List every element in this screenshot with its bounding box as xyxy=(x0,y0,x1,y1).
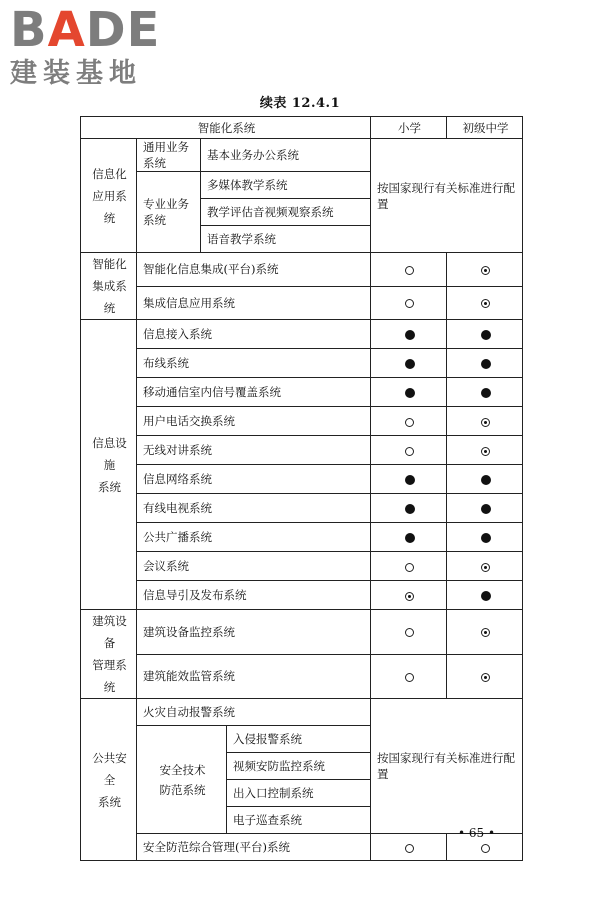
marker-icon xyxy=(481,504,491,514)
subgroup-label: 专业业务系统 xyxy=(137,172,201,253)
subgroup-label: 通用业务系统 xyxy=(137,139,201,172)
item-label: 移动通信室内信号覆盖系统 xyxy=(137,378,371,407)
marker-icon xyxy=(405,388,415,398)
primary-cell xyxy=(371,407,447,436)
marker-icon xyxy=(481,330,491,340)
marker-icon xyxy=(405,504,415,514)
primary-cell xyxy=(371,286,447,320)
group-label: 智能化 集成系统 xyxy=(81,253,137,320)
item-label: 布线系统 xyxy=(137,349,371,378)
item-label: 教学评估音视频观察系统 xyxy=(201,199,371,226)
primary-cell xyxy=(371,436,447,465)
group-label: 公共安全 系统 xyxy=(81,699,137,861)
marker-icon xyxy=(405,266,414,275)
marker-icon xyxy=(405,628,414,637)
junior-cell xyxy=(447,378,523,407)
marker-icon xyxy=(481,388,491,398)
marker-icon xyxy=(405,533,415,543)
item-label: 信息接入系统 xyxy=(137,320,371,349)
group-label: 信息化 应用系统 xyxy=(81,139,137,253)
marker-icon xyxy=(481,447,490,456)
item-label: 出入口控制系统 xyxy=(227,780,371,807)
item-label: 信息网络系统 xyxy=(137,465,371,494)
marker-icon xyxy=(481,673,490,682)
item-label: 信息导引及发布系统 xyxy=(137,581,371,610)
item-label: 语音教学系统 xyxy=(201,226,371,253)
primary-cell xyxy=(371,465,447,494)
primary-cell xyxy=(371,320,447,349)
subgroup-label: 安全技术 防范系统 xyxy=(137,726,227,834)
item-label: 视频安防监控系统 xyxy=(227,753,371,780)
primary-cell xyxy=(371,378,447,407)
marker-icon xyxy=(481,359,491,369)
item-label: 建筑能效监管系统 xyxy=(137,654,371,699)
marker-icon xyxy=(405,330,415,340)
marker-icon xyxy=(405,299,414,308)
item-label: 集成信息应用系统 xyxy=(137,286,371,320)
group-label: 信息设施 系统 xyxy=(81,320,137,610)
page-number: • 65 • xyxy=(458,826,496,840)
marker-icon xyxy=(405,447,414,456)
primary-cell xyxy=(371,523,447,552)
item-label: 建筑设备监控系统 xyxy=(137,610,371,655)
primary-cell xyxy=(371,253,447,287)
junior-cell xyxy=(447,610,523,655)
junior-cell xyxy=(447,523,523,552)
marker-icon xyxy=(405,844,414,853)
junior-cell xyxy=(447,581,523,610)
item-label: 多媒体教学系统 xyxy=(201,172,371,199)
primary-cell xyxy=(371,834,447,861)
primary-cell xyxy=(371,610,447,655)
junior-cell xyxy=(447,320,523,349)
junior-cell xyxy=(447,407,523,436)
junior-cell xyxy=(447,436,523,465)
primary-cell xyxy=(371,494,447,523)
group-label: 建筑设备 管理系统 xyxy=(81,610,137,699)
marker-icon xyxy=(405,359,415,369)
marker-icon xyxy=(405,418,414,427)
note-cell: 按国家现行有关标准进行配置 xyxy=(371,139,523,253)
junior-cell xyxy=(447,552,523,581)
marker-icon xyxy=(481,475,491,485)
note-cell: 按国家现行有关标准进行配置 xyxy=(371,699,523,834)
item-label: 公共广播系统 xyxy=(137,523,371,552)
item-label: 用户电话交换系统 xyxy=(137,407,371,436)
item-label: 入侵报警系统 xyxy=(227,726,371,753)
marker-icon xyxy=(405,592,414,601)
marker-icon xyxy=(405,673,414,682)
junior-cell xyxy=(447,494,523,523)
table-caption: 续表 12.4.1 xyxy=(259,96,341,111)
table-header-row xyxy=(81,117,523,139)
junior-cell xyxy=(447,349,523,378)
brand-logo xyxy=(10,4,180,90)
item-label: 基本业务办公系统 xyxy=(201,139,371,172)
marker-icon xyxy=(481,628,490,637)
junior-cell xyxy=(447,253,523,287)
marker-icon xyxy=(481,591,491,601)
item-label: 会议系统 xyxy=(137,552,371,581)
logo-wordmark: BADE xyxy=(10,2,161,58)
primary-cell xyxy=(371,552,447,581)
item-label: 有线电视系统 xyxy=(137,494,371,523)
marker-icon xyxy=(481,299,490,308)
marker-icon xyxy=(405,563,414,572)
primary-cell xyxy=(371,654,447,699)
item-label: 无线对讲系统 xyxy=(137,436,371,465)
junior-cell xyxy=(447,286,523,320)
junior-cell xyxy=(447,465,523,494)
header-system: 智能化系统 xyxy=(81,117,371,139)
item-label: 安全防范综合管理(平台)系统 xyxy=(137,834,371,861)
marker-icon xyxy=(481,844,490,853)
junior-cell xyxy=(447,654,523,699)
item-label: 火灾自动报警系统 xyxy=(137,699,371,726)
marker-icon xyxy=(481,418,490,427)
marker-icon xyxy=(481,266,490,275)
marker-icon xyxy=(481,533,491,543)
item-label: 电子巡查系统 xyxy=(227,807,371,834)
logo-chinese: 建装基地 xyxy=(10,58,142,89)
system-config-table xyxy=(80,116,523,861)
primary-cell xyxy=(371,349,447,378)
header-junior: 初级中学 xyxy=(447,117,523,139)
item-label: 智能化信息集成(平台)系统 xyxy=(137,253,371,287)
marker-icon xyxy=(481,563,490,572)
header-primary: 小学 xyxy=(371,117,447,139)
primary-cell xyxy=(371,581,447,610)
marker-icon xyxy=(405,475,415,485)
